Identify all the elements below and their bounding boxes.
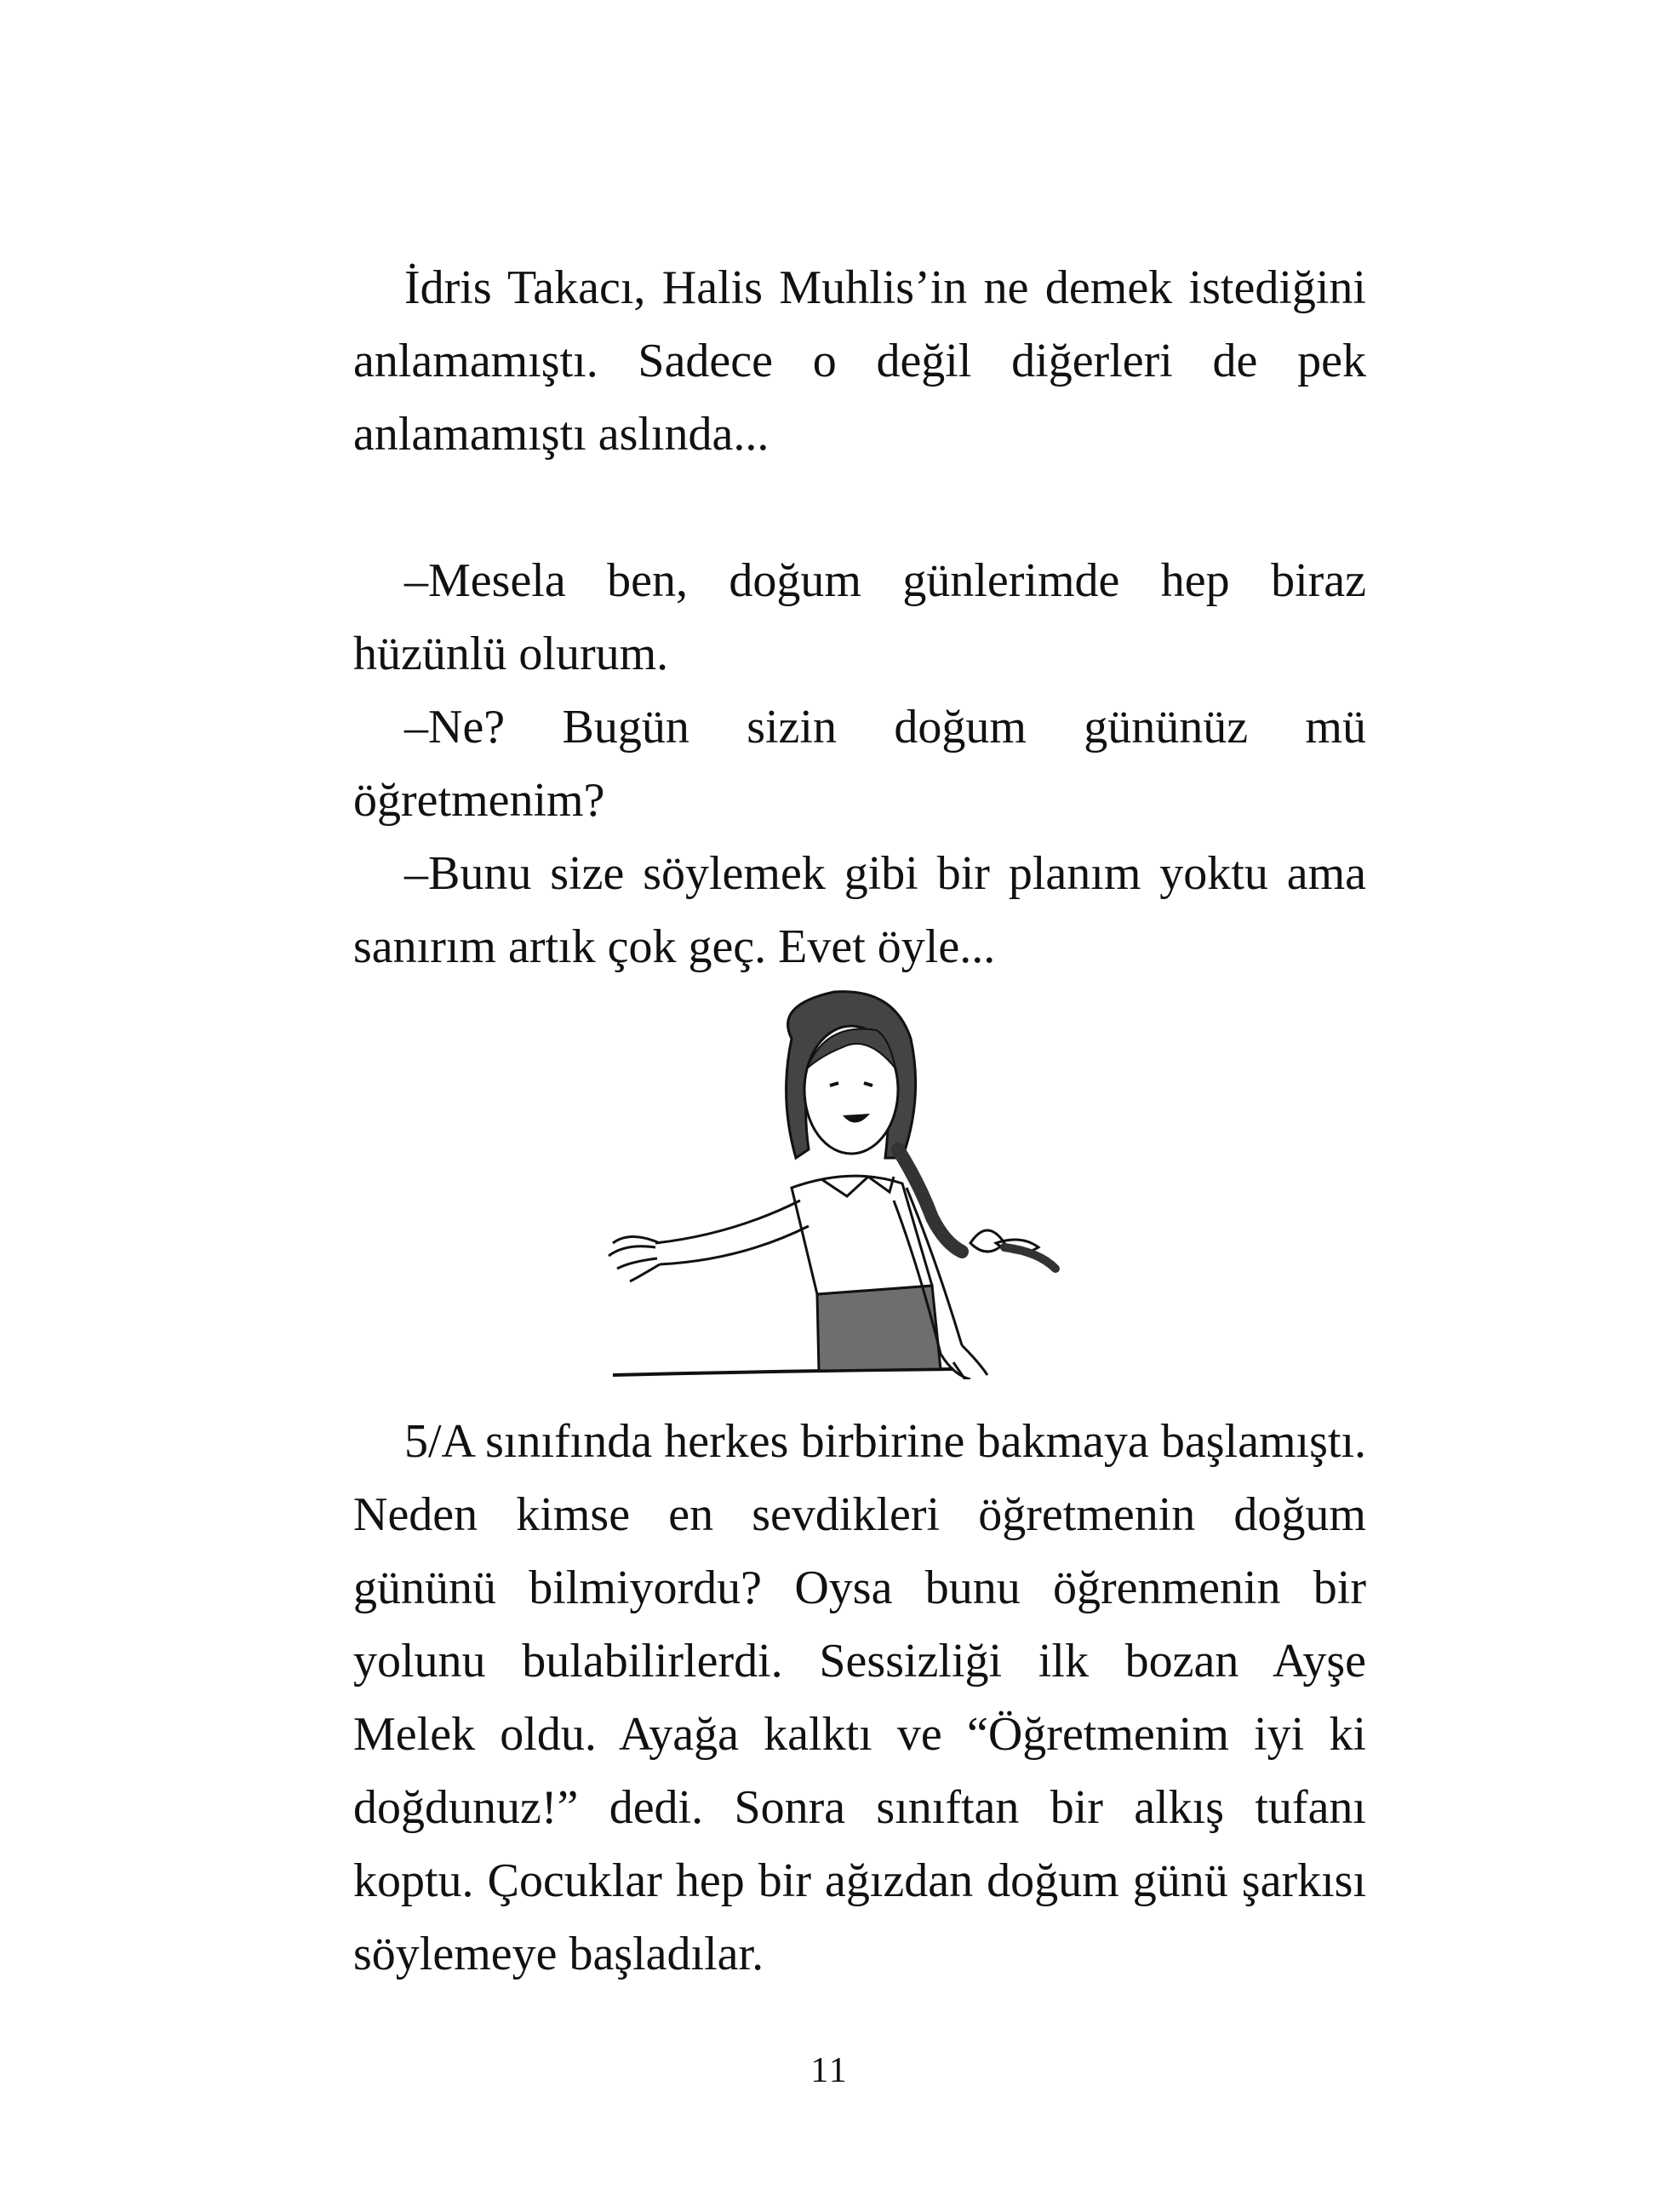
page-number: 11 — [810, 2051, 849, 2090]
paragraph-intro: İdris Takacı, Halis Muhlis’in ne demek istediğini anlamamıştı. Sadece o değil diğerleri de pek anlamamıştı aslında... — [353, 261, 1366, 461]
paragraph-gap — [353, 471, 1366, 544]
paragraph-classroom: 5/A sınıfında herkes birbirine bakmaya başlamıştı. Neden kimse en sevdikleri öğretmenin doğum gününü bilmiyordu? Oysa bunu öğrenmenin bir yolunu bulabilirlerdi. Sessizliği ilk bozan Ayşe Melek oldu. Ayağa kalktı ve “Öğretmenim iyi ki doğdunuz!” dedi. Sonra sınıftan bir alkış tufanı koptu. Çocuklar hep bir ağızdan doğum günü şarkısı söylemeye başladılar. — [353, 1415, 1366, 1980]
dialogue-line-1: –Mesela ben, doğum günlerimde hep biraz hüzünlü olurum. — [353, 554, 1366, 680]
top-text-block — [353, 251, 1366, 983]
bottom-text-block — [353, 1405, 1366, 1991]
teacher-illustration — [596, 988, 1073, 1379]
dialogue-line-2: –Ne? Bugün sizin doğum gününüz mü öğretmenim? — [353, 701, 1366, 827]
dialogue-line-3: –Bunu size söylemek gibi bir planım yoktu ama sanırım artık çok geç. Evet öyle... — [353, 847, 1366, 973]
